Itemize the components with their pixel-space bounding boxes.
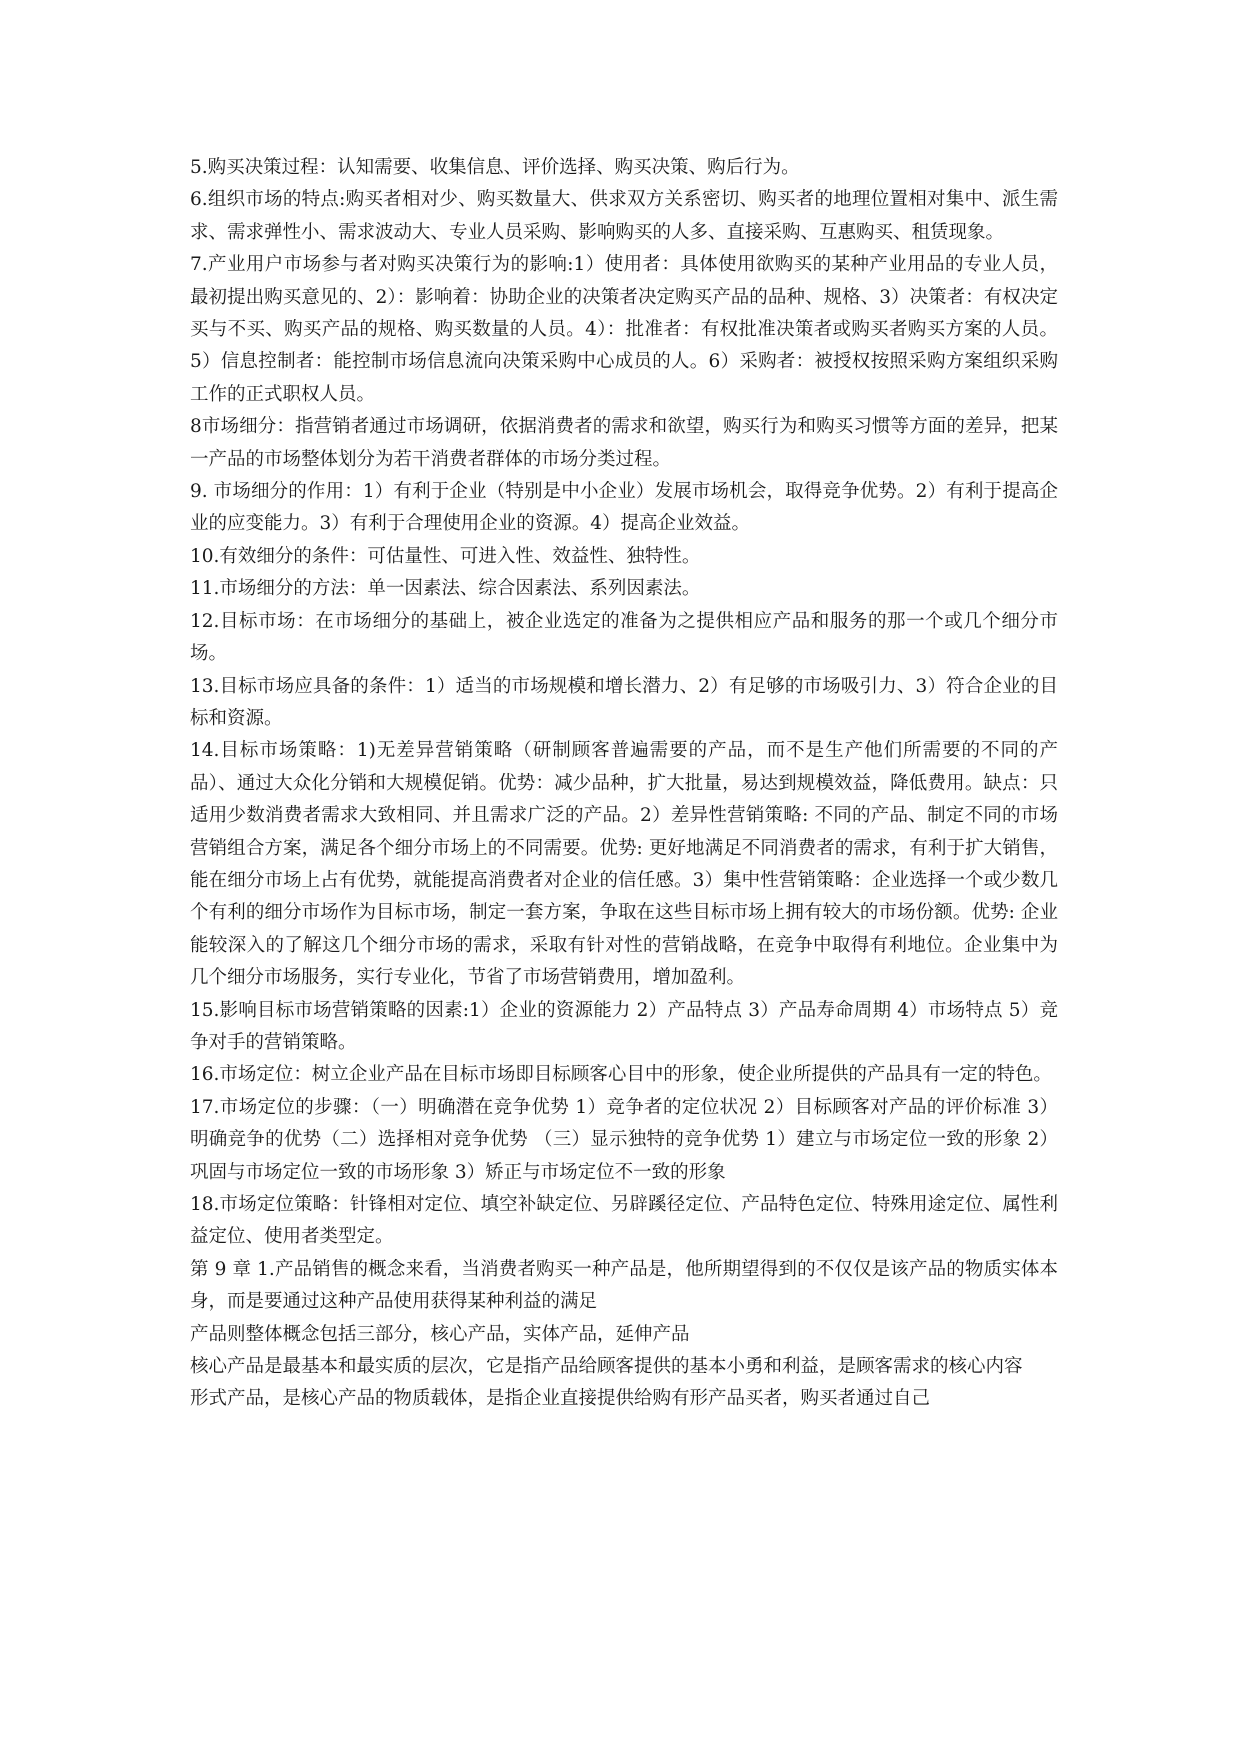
paragraph-item-5: 5.购买决策过程：认知需要、收集信息、评价选择、购买决策、购后行为。 [190,157,800,178]
paragraph-item-12: 12.目标市场：在市场细分的基础上，被企业选定的准备为之提供相应产品和服务的那一个或几个细分市场。 [190,610,1058,665]
core-product-line: 核心产品是最基本和最实质的层次，它是指产品给顾客提供的基本小勇和利益，是顾客需求的核心内容 [190,1356,1023,1378]
paragraph-item-13: 13.目标市场应具备的条件：1）适当的市场规模和增长潜力、2）有足够的市场吸引力、3）符合企业的目标和资源。 [190,675,1058,729]
paragraph-item-17: 17.市场定位的步骤：（一）明确潜在竞争优势 1）竞争者的定位状况 2）目标顾客对产品的评价标准 3）明确竞争的优势（二）选择相对竞争优势 （三）显示独特的竞争优势 1）建立与市场定位一致的形象 2）巩固与市场定位一致的市场形象 3）矫正与市场定位不一致的形象 [190,1096,1058,1183]
product-concept-line: 产品则整体概念包括三部分，核心产品，实体产品，延伸产品 [190,1323,690,1345]
paragraph-item-7: 7.产业用户市场参与者对购买决策行为的影响:1）使用者：具体使用欲购买的某种产业用品的专业人员，最初提出购买意见的、2）：影响着：协助企业的决策者决定购买产品的品种、规格、3）决策者：有权决定买与不买、购买产品的规格、购买数量的人员。4）：批准者：有权批准决策者或购买者购买方案的人员。5）信息控制者：能控制市场信息流向决策采购中心成员的人。6）采购者：被授权按照采购方案组织采购工作的正式职权人员。 [190,254,1058,405]
paragraph-item-15: 15.影响目标市场营销策略的因素:1）企业的资源能力 2）产品特点 3）产品寿命周期 4）市场特点 5）竞争对手的营销策略。 [190,999,1058,1053]
formal-product-line: 形式产品，是核心产品的物质载体，是指企业直接提供给购有形产品买者，购买者通过自己 [190,1388,931,1410]
paragraph-item-9: 9. 市场细分的作用：1）有利于企业（特别是中小企业）发展市场机会，取得竞争优势。2）有利于提高企业的应变能力。3）有利于合理使用企业的资源。4）提高企业效益。 [190,481,1058,535]
chapter-9-intro: 第 9 章 1.产品销售的概念来看，当消费者购买一种产品是，他所期望得到的不仅仅是该产品的物质实体本身，而是要通过这种产品使用获得某种利益的满足 [190,1258,1058,1313]
document-body [190,152,1058,1416]
paragraph-item-14: 14.目标市场策略：1)无差异营销策略（研制顾客普遍需要的产品，而不是生产他们所需要的不同的产品）、通过大众化分销和大规模促销。优势：减少品种，扩大批量，易达到规模效益，降低费用。缺点：只适用少数消费者需求大致相同、并且需求广泛的产品。2）差异性营销策略: 不同的产品、制定不同的市场营销组合方案，满足各个细分市场上的不同需要。优势: 更好地满足不同消费者的需求，有利于扩大销售，能在细分市场上占有优势，就能提高消费者对企业的信任感。3）集中性营销策略：企业选择一个或少数几个有利的细分市场作为目标市场，制定一套方案，争取在这些目标市场上拥有较大的市场份额。优势: 企业能较深入的了解这几个细分市场的需求，采取有针对性的营销战略，在竞争中取得有利地位。企业集中为几个细分市场服务，实行专业化，节省了市场营销费用，增加盈利。 [190,740,1058,989]
paragraph-item-6: 6.组织市场的特点:购买者相对少、购买数量大、供求双方关系密切、购买者的地理位置相对集中、派生需求、需求弹性小、需求波动大、专业人员采购、影响购买的人多、直接采购、互惠购买、租赁现象。 [190,189,1058,243]
paragraph-item-16: 16.市场定位：树立企业产品在目标市场即目标顾客心目中的形象，使企业所提供的产品具有一定的特色。 [190,1064,1052,1086]
paragraph-item-18: 18.市场定位策略：针锋相对定位、填空补缺定位、另辟蹊径定位、产品特色定位、特殊用途定位、属性利益定位、使用者类型定。 [190,1194,1058,1248]
paragraph-item-10: 10.有效细分的条件：可估量性、可进入性、效益性、独特性。 [190,545,701,567]
paragraph-item-11: 11.市场细分的方法：单一因素法、综合因素法、系列因素法。 [190,578,701,600]
paragraph-item-8: 8市场细分：指营销者通过市场调研，依据消费者的需求和欲望，购买行为和购买习惯等方面的差异，把某一产品的市场整体划分为若干消费者群体的市场分类过程。 [190,416,1058,470]
